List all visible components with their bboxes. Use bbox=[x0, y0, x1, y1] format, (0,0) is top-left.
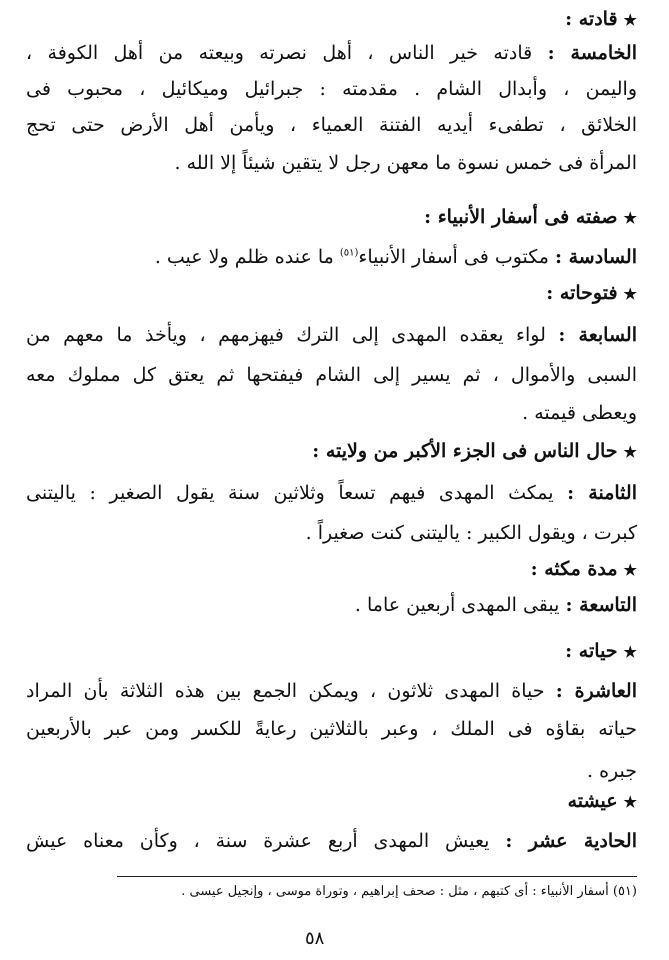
section-heading: ★قادته : bbox=[565, 8, 637, 30]
text-line: الحادية عشر : يعيش المهدى أربع عشرة سنة ، وكأن معناه عيش bbox=[26, 830, 637, 852]
footnote: (٥١) أسفار الأنبياء : أى كتبهم ، مثل : صحف إبراهيم ، وتوراة موسى ، وإنجيل عيسى . bbox=[181, 884, 637, 899]
text-line: الخامسة : قادته خير الناس ، أهل نصرته وبيعته من أهل الكوفة ، bbox=[26, 42, 637, 64]
item-lead: التاسعة : bbox=[565, 594, 637, 616]
item-lead: الثامنة : bbox=[567, 482, 637, 504]
page-number: ٥٨ bbox=[305, 928, 325, 949]
footnote-divider bbox=[117, 876, 637, 877]
text-line: السابعة : لواء يعقده المهدى إلى الترك فيهزمهم ، ويأخذ ما معهم من bbox=[26, 324, 637, 346]
star-icon: ★ bbox=[623, 285, 637, 303]
text-line: التاسعة : يبقى المهدى أربعين عاما . bbox=[354, 594, 637, 616]
text-line: جبره . bbox=[587, 760, 637, 782]
section-heading: ★عيشته bbox=[567, 790, 637, 812]
item-lead: الحادية عشر : bbox=[505, 830, 637, 852]
item-lead: العاشرة : bbox=[555, 680, 637, 702]
item-lead: الخامسة : bbox=[547, 42, 637, 64]
text-line: الخلائق ، تطفىء أيديه الفتنة العمياء ، ويأمن أهل الأرض حتى تحج bbox=[26, 114, 637, 136]
text-line: السبى والأموال ، ثم يسير إلى الشام فيفتحها ثم يعتق كل مملوك معه bbox=[26, 364, 637, 386]
star-icon: ★ bbox=[623, 793, 637, 811]
item-lead: السابعة : bbox=[558, 324, 637, 346]
star-icon: ★ bbox=[623, 443, 637, 461]
section-heading: ★مدة مكثه : bbox=[530, 558, 637, 580]
item-lead: السادسة : bbox=[554, 246, 637, 268]
text-line: الثامنة : يمكث المهدى فيهم تسعاً وثلاثين سنة يقول الصغير : ياليتنى bbox=[26, 482, 637, 504]
star-icon: ★ bbox=[623, 561, 637, 579]
text-line: السادسة : مكتوب فى أسفار الأنبياء$^{(٥١)}$ ما عنده ظلم ولا عيب . bbox=[154, 246, 637, 268]
footnote-ref: (٥١) bbox=[339, 247, 359, 259]
star-icon: ★ bbox=[623, 11, 637, 29]
text-line: المرأة فى خمس نسوة ما معهن رجل لا يتقين شيئاً إلا الله . bbox=[174, 152, 637, 174]
section-heading: ★صفته فى أسفار الأنبياء : bbox=[424, 206, 637, 228]
text-line: كبرت ، ويقول الكبير : ياليتنى كنت صغيراً . bbox=[305, 522, 637, 544]
text-line: حياته بقاؤه فى الملك ، وعبر بالثلاثين رعايةً للكسر ومن عبر بالأربعين bbox=[26, 718, 637, 740]
text-line: ويعطى قيمته . bbox=[522, 402, 637, 424]
star-icon: ★ bbox=[623, 643, 637, 661]
section-heading: ★حال الناس فى الجزء الأكبر من ولايته : bbox=[312, 440, 637, 462]
section-heading: ★حياته : bbox=[565, 640, 637, 662]
text-line: العاشرة : حياة المهدى ثلاثون ، ويمكن الجمع بين هذه الثلاثة بأن المراد bbox=[26, 680, 637, 702]
section-heading: ★فتوحاته : bbox=[546, 282, 637, 304]
star-icon: ★ bbox=[623, 209, 637, 227]
text-line: واليمن ، وأبدال الشام . مقدمته : جبرائيل وميكائيل ، محبوب فى bbox=[26, 78, 637, 100]
